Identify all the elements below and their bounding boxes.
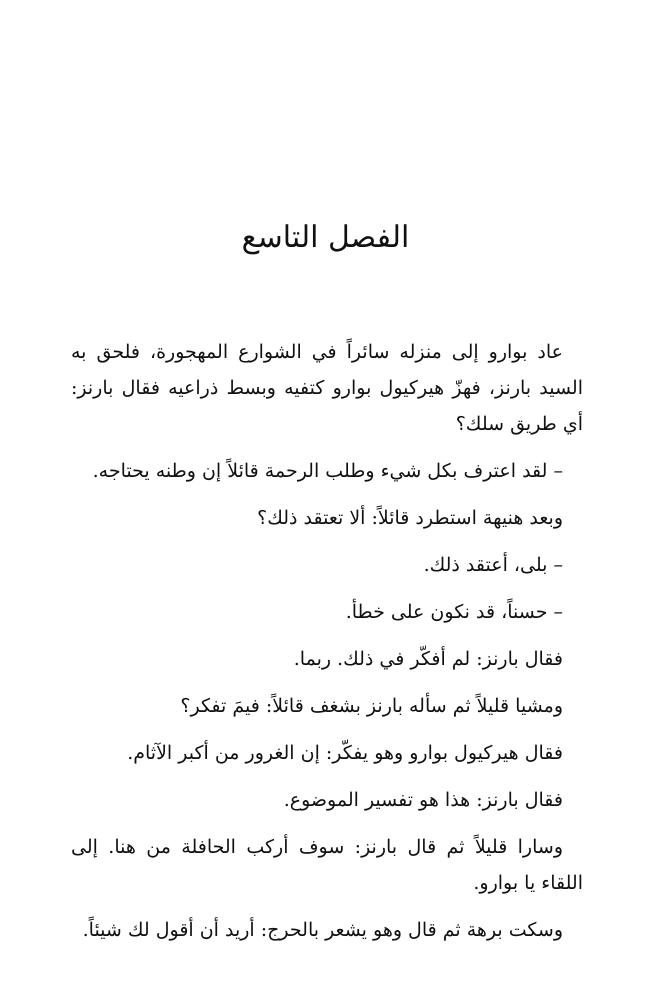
chapter-body (71, 334, 583, 959)
paragraph: فقال بارنز: هذا هو تفسير الموضوع. (283, 789, 563, 811)
paragraph: عاد بوارو إلى منزله سائراً في الشوارع المهجورة، فلحق به السيد بارنز، فهزّ هيركيول بوارو كتفيه وبسط ذراعيه فقال بارنز: أي طريق سلك؟ (71, 341, 583, 435)
paragraph: فقال هيركيول بوارو وهو يفكّر: إن الغرور من أكبر الآثام. (127, 742, 563, 764)
paragraph: – بلى، أعتقد ذلك. (423, 554, 563, 576)
paragraph: – حسناً، قد نكون على خطأ. (345, 601, 563, 623)
chapter-title: الفصل التاسع (241, 220, 410, 255)
paragraph: ومشيا قليلاً ثم سأله بارنز بشغف قائلاً: فيمَ تفكر؟ (180, 695, 563, 717)
paragraph: وسارا قليلاً ثم قال بارنز: سوف أركب الحافلة من هنا. إلى اللقاء يا بوارو. (71, 836, 583, 894)
paragraph: فقال بارنز: لم أفكّر في ذلك. ربما. (293, 648, 563, 670)
paragraph: وبعد هنيهة استطرد قائلاً: ألا تعتقد ذلك؟ (257, 507, 563, 529)
paragraph: – لقد اعترف بكل شيء وطلب الرحمة قائلاً إن وطنه يحتاجه. (92, 460, 563, 482)
paragraph: وسكت برهة ثم قال وهو يشعر بالحرج: أريد أن أقول لك شيئاً. (82, 919, 563, 941)
